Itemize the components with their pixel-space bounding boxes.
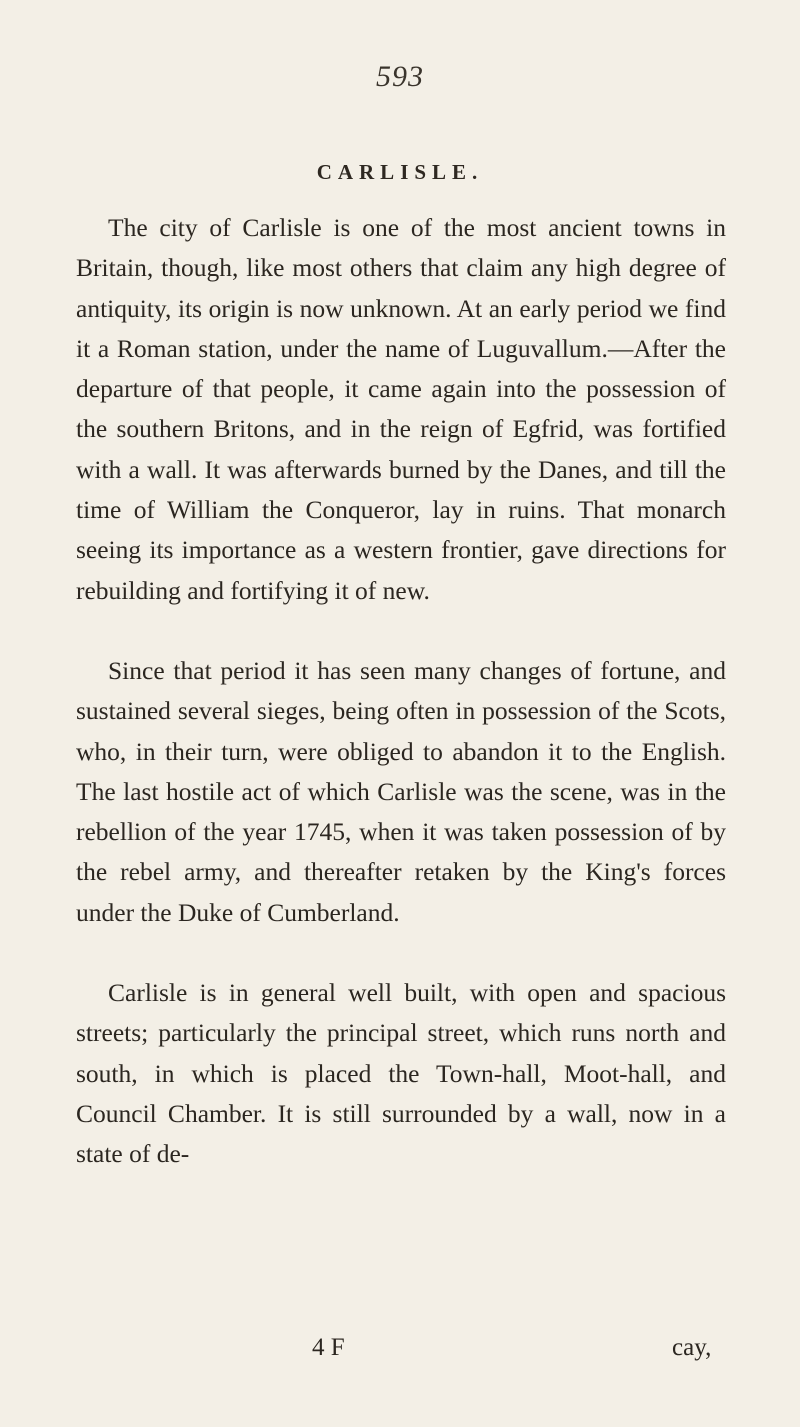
signature-mark: 4 F [312,1334,345,1361]
catchword: cay, [672,1334,712,1361]
paragraph-2: Since that period it has seen many changes of fortune, and sustained several sieges, being often in possession of the Scots, who, in their turn, were obliged to abandon it to the English. The last hostile act of which Carlisle was the scene, was in the rebellion of the year 1745, when it was taken possession of by the rebel army, and thereafter retaken by the King's forces under the Duke of Cumberland. [76,655,726,927]
paragraph-1: The city of Carlisle is one of the most ancient towns in Britain, though, like most others that claim any high degree of antiquity, its origin is now unknown. At an early period we find it a Roman station, under the name of Luguvallum.—After the departure of that people, it came again into the possession of the southern Britons, and in the reign of Egfrid, was fortified with a wall. It was afterwards burned by the Danes, and till the time of William the Conqueror, lay in ruins. That monarch seeing its importance as a western frontier, gave directions for rebuilding and fortifying it of new. [76,213,726,605]
page-number: 593 [376,60,424,93]
section-heading: CARLISLE. [316,160,484,184]
paragraph-3: Carlisle is in general well built, with open and spacious streets; particularly the principal street, which runs north and south, in which is placed the Town-hall, Moot-hall, and Council Chamber. It is still surrounded by a wall, now in a state of de- [76,978,726,1169]
body-text [76,208,726,1175]
footer-line [0,1334,800,1374]
